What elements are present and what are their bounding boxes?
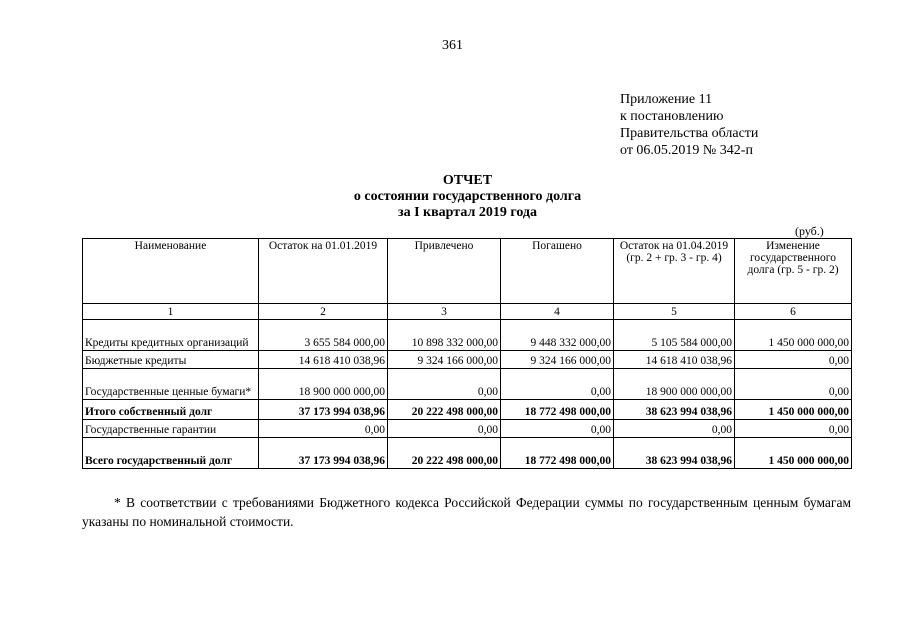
column-number: 5: [614, 304, 735, 320]
cell-value: 0,00: [735, 369, 852, 400]
appendix-line: от 06.05.2019 № 342-п: [620, 143, 753, 158]
column-number: 3: [388, 304, 501, 320]
cell-value: 0,00: [388, 420, 501, 438]
cell-value: 9 324 166 000,00: [388, 351, 501, 369]
table-row: [83, 400, 852, 420]
cell-value: 20 222 498 000,00: [388, 400, 501, 420]
cell-value: 0,00: [501, 369, 614, 400]
cell-value: 18 900 000 000,00: [614, 369, 735, 400]
column-header: Остаток на 01.01.2019: [259, 239, 388, 304]
column-number: 4: [501, 304, 614, 320]
cell-value: 3 655 584 000,00: [259, 320, 388, 351]
appendix-line: Правительства области: [620, 126, 759, 141]
cell-value: 38 623 994 038,96: [614, 400, 735, 420]
cell-value: 9 324 166 000,00: [501, 351, 614, 369]
row-name: Итого собственный долг: [83, 400, 259, 420]
appendix-block: [620, 91, 758, 159]
cell-value: 37 173 994 038,96: [259, 438, 388, 469]
cell-value: 14 618 410 038,96: [259, 351, 388, 369]
table-row: [83, 438, 852, 469]
row-name: Всего государственный долг: [83, 438, 259, 469]
cell-value: 18 772 498 000,00: [501, 400, 614, 420]
column-header: Привлечено: [388, 239, 501, 304]
column-number: 6: [735, 304, 852, 320]
unit-label: (руб.): [795, 224, 824, 238]
table-header-row: [83, 239, 852, 304]
column-header: Наименование: [83, 239, 259, 304]
title-line: за I квартал 2019 года: [397, 205, 537, 220]
cell-value: 10 898 332 000,00: [388, 320, 501, 351]
row-name: Бюджетные кредиты: [83, 351, 259, 369]
cell-value: 37 173 994 038,96: [259, 400, 388, 420]
report-title: [0, 173, 905, 221]
table-row: [83, 320, 852, 351]
cell-value: 18 900 000 000,00: [259, 369, 388, 400]
cell-value: 18 772 498 000,00: [501, 438, 614, 469]
column-header: Погашено: [501, 239, 614, 304]
column-number: 2: [259, 304, 388, 320]
cell-value: 9 448 332 000,00: [501, 320, 614, 351]
page-number: 361: [442, 38, 463, 53]
cell-value: 0,00: [259, 420, 388, 438]
column-number-row: [83, 304, 852, 320]
cell-value: 0,00: [501, 420, 614, 438]
table-row: [83, 369, 852, 400]
cell-value: 1 450 000 000,00: [735, 320, 852, 351]
column-number: 1: [83, 304, 259, 320]
cell-value: 1 450 000 000,00: [735, 438, 852, 469]
cell-value: 1 450 000 000,00: [735, 400, 852, 420]
footnote: * В соответствии с требованиями Бюджетного кодекса Российской Федерации суммы по государственным ценным бумагам указаны по номинальной стоимости.: [82, 495, 851, 529]
column-header: Остаток на 01.04.2019 (гр. 2 + гр. 3 - гр. 4): [614, 239, 735, 304]
row-name: Государственные ценные бумаги*: [83, 369, 259, 400]
table-row: [83, 420, 852, 438]
cell-value: 38 623 994 038,96: [614, 438, 735, 469]
column-header: Изменение государственного долга (гр. 5 - гр. 2): [735, 239, 852, 304]
title-line: ОТЧЕТ: [442, 173, 493, 188]
title-line: о состоянии государственного долга: [353, 189, 582, 204]
row-name: Государственные гарантии: [83, 420, 259, 438]
cell-value: 20 222 498 000,00: [388, 438, 501, 469]
cell-value: 0,00: [735, 420, 852, 438]
cell-value: 0,00: [735, 351, 852, 369]
appendix-line: Приложение 11: [620, 92, 713, 107]
cell-value: 5 105 584 000,00: [614, 320, 735, 351]
cell-value: 0,00: [388, 369, 501, 400]
debt-table: [82, 238, 852, 469]
appendix-line: к постановлению: [620, 109, 724, 124]
table-row: [83, 351, 852, 369]
cell-value: 0,00: [614, 420, 735, 438]
row-name: Кредиты кредитных организаций: [83, 320, 259, 351]
cell-value: 14 618 410 038,96: [614, 351, 735, 369]
